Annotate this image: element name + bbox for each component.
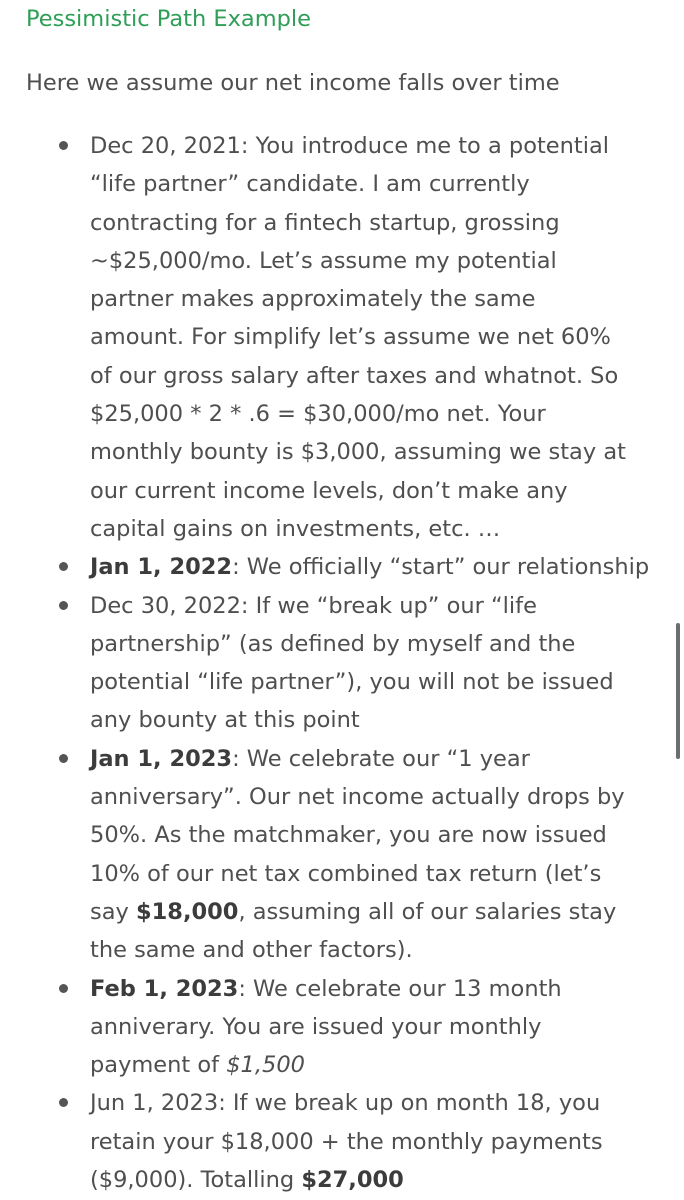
list-item-line: partnership” (as defined by myself and the bbox=[90, 630, 576, 657]
list-item-feb-1-2023 bbox=[0, 970, 660, 1085]
list-item-text: ($9,000). Totalling bbox=[90, 1167, 302, 1194]
amount-bold: $27,000 bbox=[301, 1167, 404, 1194]
list-item-line: potential “life partner”), you will not be issued bbox=[90, 669, 614, 696]
list-item-line bbox=[90, 1046, 660, 1084]
list-item-line: Jun 1, 2023: If we break up on month 18, you bbox=[90, 1090, 601, 1117]
list-item-line: contracting for a fintech startup, grossing bbox=[90, 209, 560, 236]
list-item-line: anniversary”. Our net income actually drops by bbox=[90, 784, 625, 811]
list-item-line: the same and other factors). bbox=[90, 937, 413, 964]
list-item-line: our current income levels, don’t make any bbox=[90, 477, 568, 504]
bullet-icon bbox=[59, 1098, 68, 1107]
list-item-line: any bounty at this point bbox=[90, 707, 360, 734]
list-item-line: Dec 30, 2022: If we “break up” our “life bbox=[90, 592, 537, 619]
list-item-line: of our gross salary after taxes and whatnot. So bbox=[90, 362, 619, 389]
list-item-line: Dec 20, 2021: You introduce me to a potential bbox=[90, 133, 609, 159]
list-item-line: $25,000 * 2 * .6 = $30,000/mo net. Your bbox=[90, 401, 546, 428]
list-item-line bbox=[90, 548, 660, 586]
list-item-text: say bbox=[90, 898, 136, 925]
list-item-text: : We officially “start” our relationship bbox=[232, 554, 650, 581]
list-item-line: ~$25,000/mo. Let’s assume my potential bbox=[90, 247, 557, 274]
bullet-icon bbox=[59, 562, 68, 571]
timeline-list bbox=[0, 127, 684, 1199]
list-item-line bbox=[90, 740, 660, 778]
list-item-dec-20-2021 bbox=[0, 127, 660, 548]
list-item-line: capital gains on investments, etc. … bbox=[90, 515, 501, 542]
intro-paragraph: Here we assume our net income falls over time bbox=[26, 70, 560, 96]
list-item-jan-1-2023 bbox=[0, 740, 660, 970]
bullet-icon bbox=[59, 601, 68, 610]
list-item-line: retain your $18,000 + the monthly payments bbox=[90, 1128, 603, 1155]
list-item-text: payment of bbox=[90, 1052, 227, 1079]
list-item-jan-1-2022 bbox=[0, 548, 660, 586]
scrollbar-thumb[interactable] bbox=[676, 623, 680, 759]
amount-bold: $18,000 bbox=[135, 898, 239, 925]
list-item-line: anniverary. You are issued your monthly bbox=[90, 1013, 542, 1040]
date-label: Jan 1, 2022 bbox=[90, 554, 233, 581]
list-item-line: 50%. As the matchmaker, you are now issued bbox=[90, 822, 607, 849]
list-item-line: partner makes approximately the same bbox=[90, 286, 536, 313]
list-item-line: “life partner” candidate. I am currently bbox=[90, 171, 530, 198]
list-item-text: : We celebrate our “1 year bbox=[232, 745, 530, 772]
list-item-line bbox=[90, 1161, 660, 1199]
list-item-line: 10% of our net tax combined tax return (let’s bbox=[90, 860, 602, 887]
amount-italic: $1,500 bbox=[226, 1052, 305, 1079]
bullet-icon bbox=[59, 141, 68, 150]
list-item-line: amount. For simplify let’s assume we net 60% bbox=[90, 324, 611, 351]
list-item-line bbox=[90, 893, 660, 931]
list-item-line bbox=[90, 970, 660, 1008]
date-label: Jan 1, 2023 bbox=[90, 745, 233, 772]
list-item-jun-1-2023 bbox=[0, 1084, 660, 1199]
list-item-dec-30-2022 bbox=[0, 587, 660, 740]
list-item-line: monthly bounty is $3,000, assuming we stay at bbox=[90, 439, 626, 466]
date-label: Feb 1, 2023 bbox=[90, 975, 239, 1002]
bullet-icon bbox=[59, 754, 68, 763]
list-item-text: : We celebrate our 13 month bbox=[238, 975, 562, 1002]
bullet-icon bbox=[59, 984, 68, 993]
section-heading: Pessimistic Path Example bbox=[26, 6, 311, 32]
list-item-text: , assuming all of our salaries stay bbox=[238, 898, 617, 925]
